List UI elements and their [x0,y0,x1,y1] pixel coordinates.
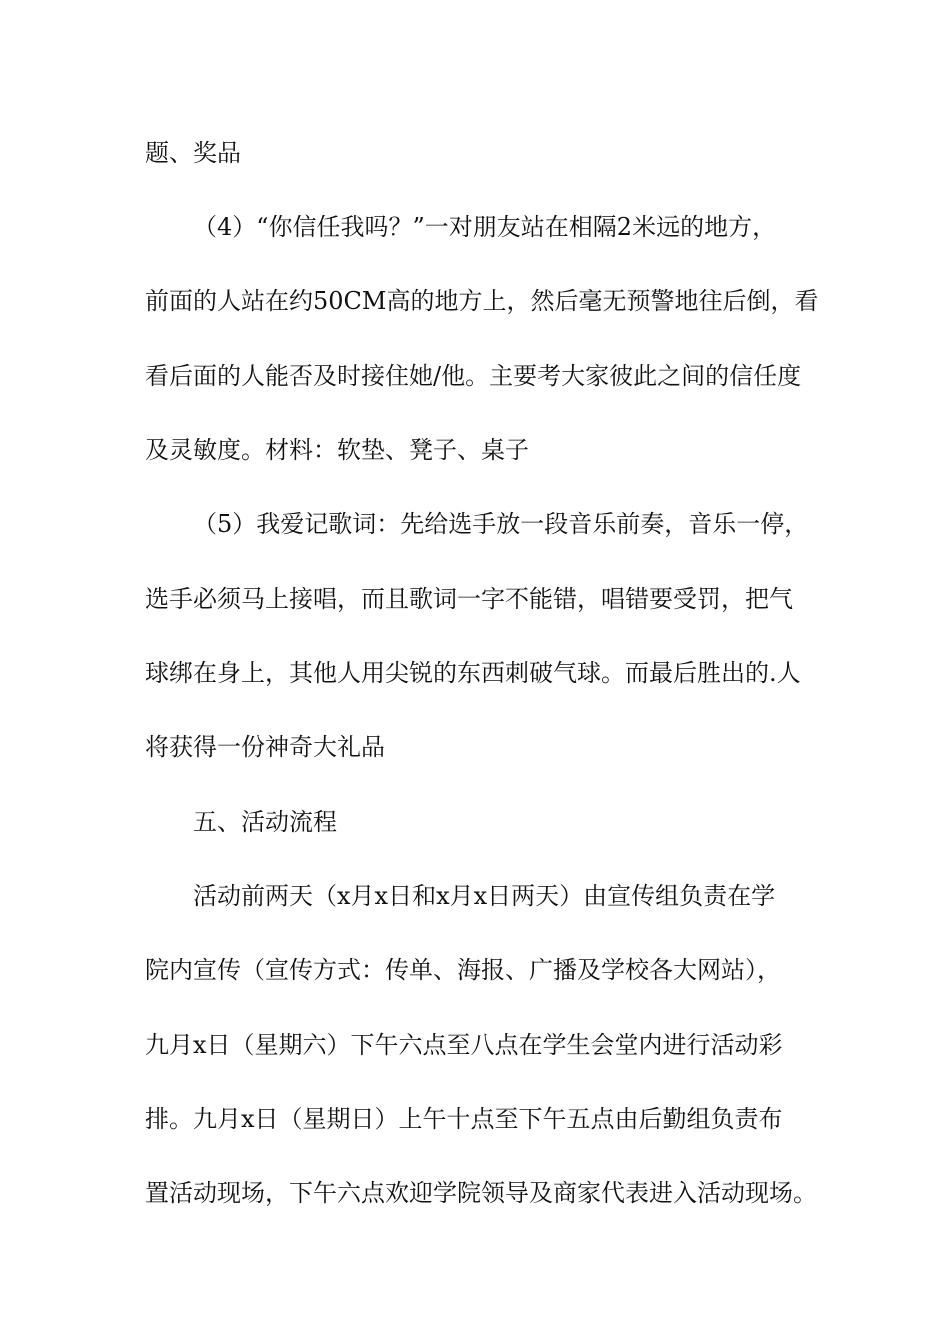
text-line-2: （4）“你信任我吗？”一对朋友站在相隔2米远的地方， [193,213,777,241]
text-line-1: 题、奖品 [145,139,241,167]
text-line-4: 看后面的人能否及时接住她/他。主要考大家彼此之间的信任度 [145,362,802,390]
text-line-13: 九月x日（星期六）下午六点至八点在学生会堂内进行活动彩 [145,1031,783,1059]
section-heading: 五、活动流程 [193,808,337,836]
text-line-8: 球绑在身上，其他人用尖锐的东西刺破气球。而最后胜出的.人 [145,659,801,687]
text-line-12: 院内宣传（宣传方式：传单、海报、广播及学校各大网站）， [145,956,781,984]
text-line-6: （5）我爱记歌词：先给选手放一段音乐前奏，音乐一停， [193,510,809,538]
text-line-11: 活动前两天（x月x日和x月x日两天）由宣传组负责在学 [193,882,776,910]
text-line-3: 前面的人站在约50CM高的地方上，然后毫无预警地往后倒，看 [145,287,819,315]
text-line-15: 置活动现场，下午六点欢迎学院领导及商家代表进入活动现场。 [145,1179,817,1207]
text-line-7: 选手必须马上接唱，而且歌词一字不能错，唱错要受罚，把气 [145,585,793,613]
text-line-5: 及灵敏度。材料：软垫、凳子、桌子 [145,436,529,464]
text-line-14: 排。九月x日（星期日）上午十点至下午五点由后勤组负责布 [145,1105,783,1133]
text-line-9: 将获得一份神奇大礼品 [145,733,385,761]
